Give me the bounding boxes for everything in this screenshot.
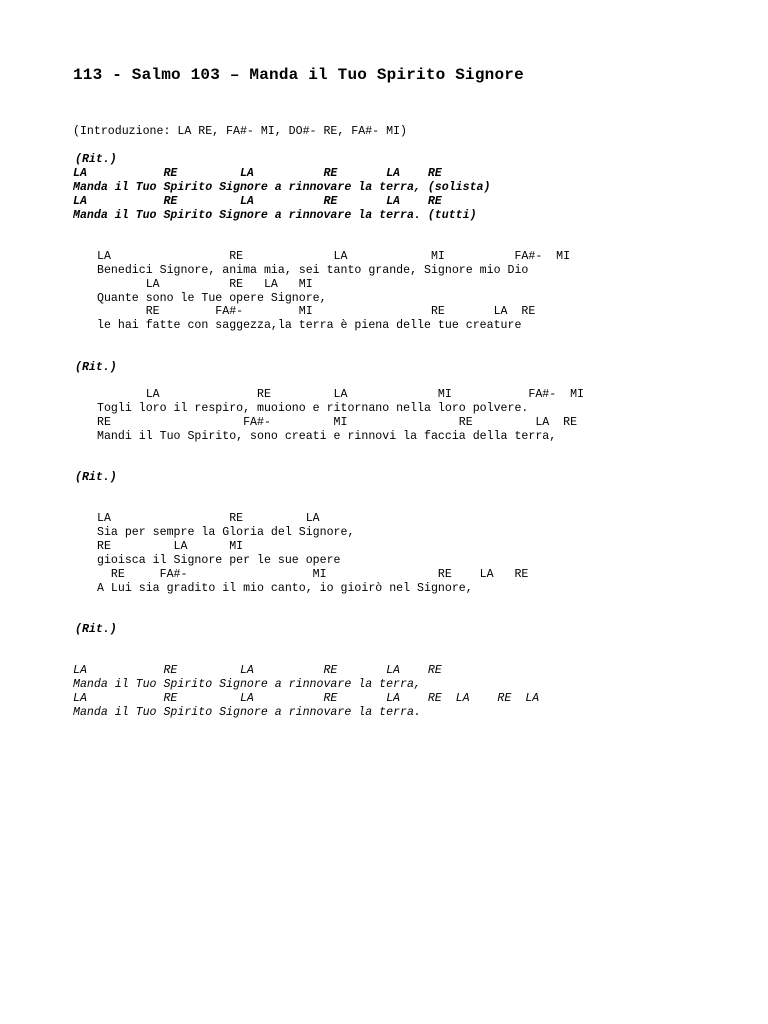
refrain-text-2: Manda il Tuo Spirito Signore a rinnovare la terra. (tutti)	[73, 209, 477, 222]
verse3-chords-3: RE FA#- MI RE LA RE	[97, 568, 529, 581]
refrain-label-2: (Rit.)	[75, 361, 117, 374]
refrain-label: (Rit.)	[75, 153, 117, 166]
refrain-chords-1: LA RE LA RE LA RE	[73, 167, 442, 180]
verse1-text-1: Benedici Signore, anima mia, sei tanto grande, Signore mio Dio	[97, 264, 529, 277]
verse3-text-2: gioisca il Signore per le sue opere	[97, 554, 341, 567]
verse1-chords-1: LA RE LA MI FA#- MI	[97, 250, 571, 263]
refrain-label-3: (Rit.)	[75, 471, 117, 484]
intro-chords: (Introduzione: LA RE, FA#- MI, DO#- RE, FA#- MI)	[73, 125, 407, 138]
verse3-text-3: A Lui sia gradito il mio canto, io gioirò nel Signore,	[97, 582, 473, 595]
verse1-chords-3: RE FA#- MI RE LA RE	[97, 305, 536, 318]
verse2-text-1: Togli loro il respiro, muoiono e ritornano nella loro polvere.	[97, 402, 529, 415]
verse3-chords-1: LA RE LA	[97, 512, 320, 525]
final-refrain-chords-2: LA RE LA RE LA RE LA RE LA	[73, 692, 540, 705]
song-title: 113 - Salmo 103 – Manda il Tuo Spirito Signore	[73, 66, 524, 84]
verse2-text-2: Mandi il Tuo Spirito, sono creati e rinnovi la faccia della terra,	[97, 430, 557, 443]
verse1-text-3: le hai fatte con saggezza,la terra è piena delle tue creature	[97, 319, 522, 332]
verse3-text-1: Sia per sempre la Gloria del Signore,	[97, 526, 355, 539]
refrain-chords-2: LA RE LA RE LA RE	[73, 195, 442, 208]
refrain-text-1: Manda il Tuo Spirito Signore a rinnovare la terra, (solista)	[73, 181, 491, 194]
verse2-chords-2: RE FA#- MI RE LA RE	[97, 416, 578, 429]
verse1-text-2: Quante sono le Tue opere Signore,	[97, 292, 327, 305]
final-refrain-chords-1: LA RE LA RE LA RE	[73, 664, 442, 677]
verse1-chords-2: LA RE LA MI	[97, 278, 313, 291]
final-refrain-text-2: Manda il Tuo Spirito Signore a rinnovare la terra.	[73, 706, 421, 719]
final-refrain-text-1: Manda il Tuo Spirito Signore a rinnovare la terra,	[73, 678, 421, 691]
refrain-label-4: (Rit.)	[75, 623, 117, 636]
verse3-chords-2: RE LA MI	[97, 540, 244, 553]
verse2-chords-1: LA RE LA MI FA#- MI	[97, 388, 585, 401]
